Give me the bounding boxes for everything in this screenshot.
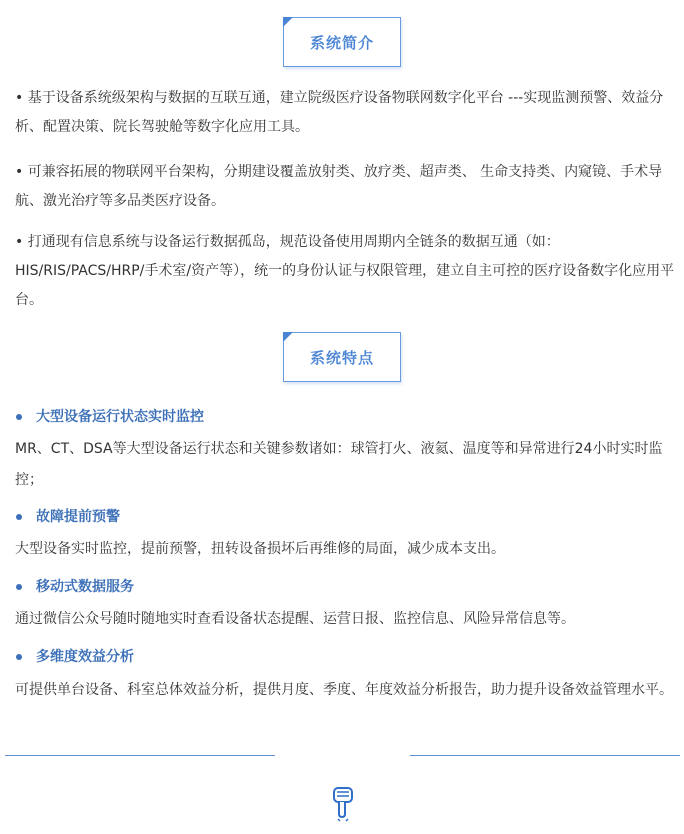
feature-title-realtime-monitoring: 大型设备运行状态实时监控 [15,407,204,427]
feature-title-mobile-data: 移动式数据服务 [15,577,134,597]
bullet-dot [16,514,22,520]
divider-right [410,755,680,756]
feature-desc-realtime-monitoring: MR、CT、DSA等大型设备运行状态和关键参数诸如：球管打火、液氦、温度等和异常进行24小时实时监控； [15,441,663,488]
section-title-features [283,332,401,382]
corner-decoration [283,332,293,342]
corner-decoration [283,17,293,27]
feature-desc-benefit-analysis: 可提供单台设备、科室总体效益分析，提供月度、季度、年度效益分析报告，助力提升设备效益管理水平。 [15,682,673,698]
feature-desc-mobile-data: 通过微信公众号随时随地实时查看设备状态提醒、运营日报、监控信息、风险异常信息等。 [15,611,575,627]
section-title-intro-text: 系统简介 [309,33,374,52]
divider-left [5,755,275,756]
intro-paragraph-2: • 可兼容拓展的物联网平台架构，分期建设覆盖放射类、放疗类、超声类、 生命支持类、内窥镜、手术导航、激光治疗等多品类医疗设备。 [15,164,663,209]
intro-paragraph-1: • 基于设备系统级架构与数据的互联互通，建立院级医疗设备物联网数字化平台 ---实现监测预警、效益分析、配置决策、院长驾驶舱等数字化应用工具。 [15,90,664,135]
pointing-hand-icon [330,786,356,822]
bullet-dot [16,584,22,590]
bullet-dot [16,414,22,420]
intro-paragraph-3: • 打通现有信息系统与设备运行数据孤岛，规范设备使用周期内全链条的数据互通（如：HIS/RIS/PACS/HRP/手术室/资产等），统一的身份认证与权限管理，建立自主可控的医疗设备数字化应用平台。 [15,234,675,308]
section-title-features-text: 系统特点 [309,348,374,367]
feature-desc-fault-warning: 大型设备实时监控，提前预警，扭转设备损坏后再维修的局面，减少成本支出。 [15,541,505,557]
section-title-intro [283,17,401,67]
feature-title-fault-warning: 故障提前预警 [15,507,120,527]
bullet-dot [16,654,22,660]
feature-title-benefit-analysis: 多维度效益分析 [15,647,134,667]
